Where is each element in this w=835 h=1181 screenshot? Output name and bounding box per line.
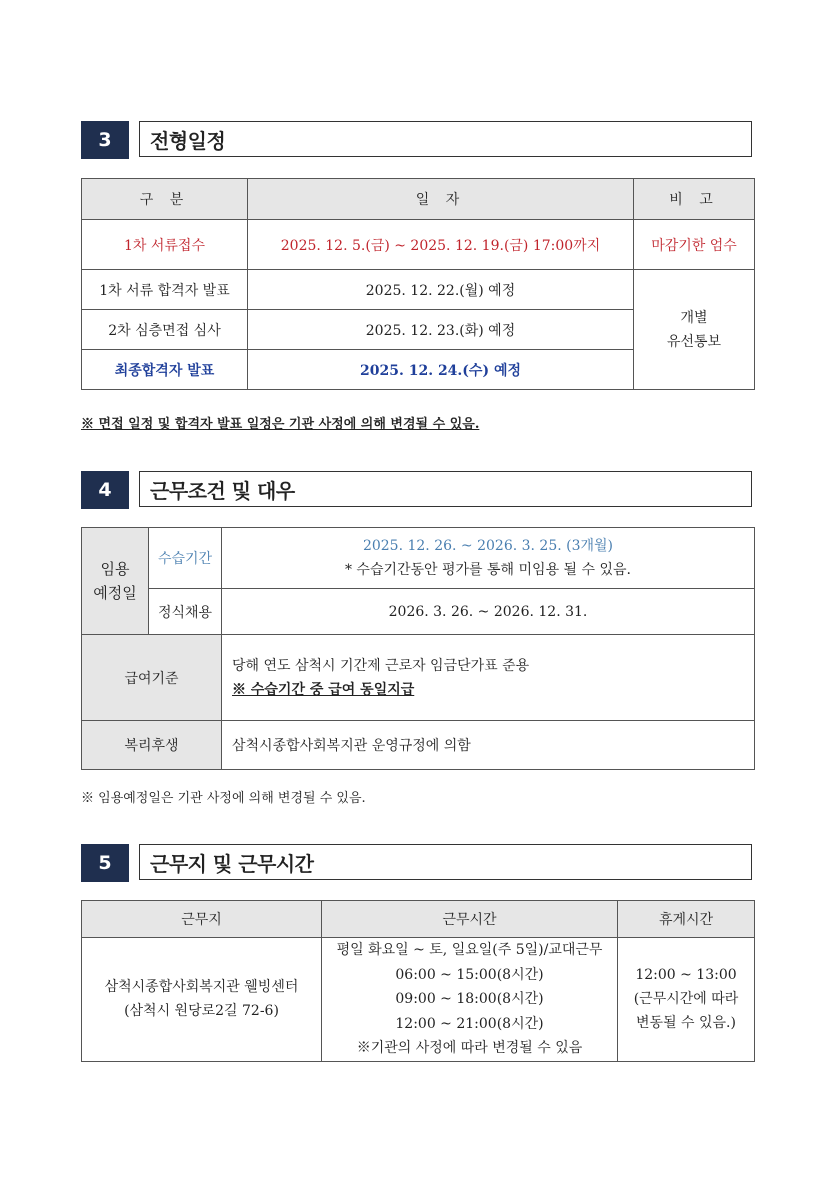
column-header: 근무지 — [82, 901, 322, 938]
row-date: 2025. 12. 5.(금) ~ 2025. 12. 19.(금) 17:00까지 — [248, 220, 634, 270]
welfare-label: 복리후생 — [82, 721, 222, 770]
table-row — [82, 528, 755, 589]
appointment-label-line: 임용 — [100, 560, 130, 578]
merged-note — [634, 270, 755, 390]
table-row — [82, 220, 755, 270]
table-row — [82, 938, 755, 1062]
row-date: 2025. 12. 24.(수) 예정 — [248, 350, 634, 390]
section-title: 근무조건 및 대우 — [139, 471, 752, 507]
table-row — [82, 589, 755, 635]
workplace-table — [81, 900, 755, 1062]
workplace-cell — [82, 938, 322, 1062]
section-5-header — [81, 844, 752, 882]
rest-line: 12:00 ~ 13:00 — [635, 967, 737, 984]
column-header: 구 분 — [82, 179, 248, 220]
row-date: 2025. 12. 23.(화) 예정 — [248, 310, 634, 350]
schedule-footnote: ※ 면접 일정 및 합격자 발표 일정은 기관 사정에 의해 변경될 수 있음. — [81, 417, 480, 432]
merged-note-line: 유선통보 — [666, 333, 722, 350]
table-row — [82, 270, 755, 310]
hours-line: 평일 화요일 ~ 토, 일요일(주 5일)/교대근무 — [336, 942, 603, 958]
appointment-label-line: 예정일 — [93, 584, 137, 602]
hours-line: 12:00 ~ 21:00(8시간) — [395, 1015, 544, 1032]
workplace-line: (삼척시 원당로2길 72-6) — [124, 1003, 279, 1020]
table-row — [82, 635, 755, 721]
rest-line: 변동될 수 있음.) — [636, 1015, 736, 1032]
merged-note-line: 개별 — [680, 309, 708, 326]
probation-date: 2025. 12. 26. ~ 2026. 3. 25. (3개월) — [362, 538, 614, 554]
salary-cell — [222, 635, 755, 721]
section-number: 5 — [81, 844, 129, 882]
probation-label: 수습기간 — [149, 528, 222, 589]
row-label: 1차 서류 합격자 발표 — [82, 270, 248, 310]
appointment-label — [82, 528, 149, 635]
probation-note: * 수습기간동안 평가를 통해 미임용 될 수 있음. — [344, 562, 632, 578]
conditions-footnote: ※ 임용예정일은 기관 사정에 의해 변경될 수 있음. — [81, 791, 366, 806]
hours-line: ※기관의 사정에 따라 변경될 수 있음 — [356, 1040, 583, 1056]
regular-label: 정식채용 — [149, 589, 222, 635]
column-header: 근무시간 — [322, 901, 618, 938]
row-label: 2차 심층면접 심사 — [82, 310, 248, 350]
table-row — [82, 721, 755, 770]
table-header-row — [82, 179, 755, 220]
row-label: 최종합격자 발표 — [82, 350, 248, 390]
workplace-line: 삼척시종합사회복지관 웰빙센터 — [104, 979, 299, 996]
rest-cell — [618, 938, 755, 1062]
section-3-header — [81, 121, 752, 159]
row-date: 2025. 12. 22.(월) 예정 — [248, 270, 634, 310]
hours-line: 06:00 ~ 15:00(8시간) — [395, 966, 544, 983]
column-header: 일 자 — [248, 179, 634, 220]
table-header-row — [82, 901, 755, 938]
conditions-table — [81, 527, 755, 770]
section-title: 전형일정 — [139, 121, 752, 157]
section-4-header — [81, 471, 752, 509]
column-header: 비 고 — [634, 179, 755, 220]
row-note: 마감기한 엄수 — [634, 220, 755, 270]
section-number: 4 — [81, 471, 129, 509]
salary-line: ※ 수습기간 중 급여 동일지급 — [232, 681, 415, 698]
salary-line: 당해 연도 삼척시 기간제 근로자 임금단가표 준용 — [232, 657, 530, 674]
probation-cell — [222, 528, 755, 589]
row-label: 1차 서류접수 — [82, 220, 248, 270]
welfare-text: 삼척시종합사회복지관 운영규정에 의함 — [222, 721, 755, 770]
section-number: 3 — [81, 121, 129, 159]
regular-date: 2026. 3. 26. ~ 2026. 12. 31. — [222, 589, 755, 635]
hours-line: 09:00 ~ 18:00(8시간) — [395, 991, 544, 1007]
section-title: 근무지 및 근무시간 — [139, 844, 752, 880]
hours-cell — [322, 938, 618, 1062]
schedule-table — [81, 178, 755, 390]
salary-label: 급여기준 — [82, 635, 222, 721]
column-header: 휴게시간 — [618, 901, 755, 938]
rest-line: (근무시간에 따라 — [633, 991, 739, 1008]
